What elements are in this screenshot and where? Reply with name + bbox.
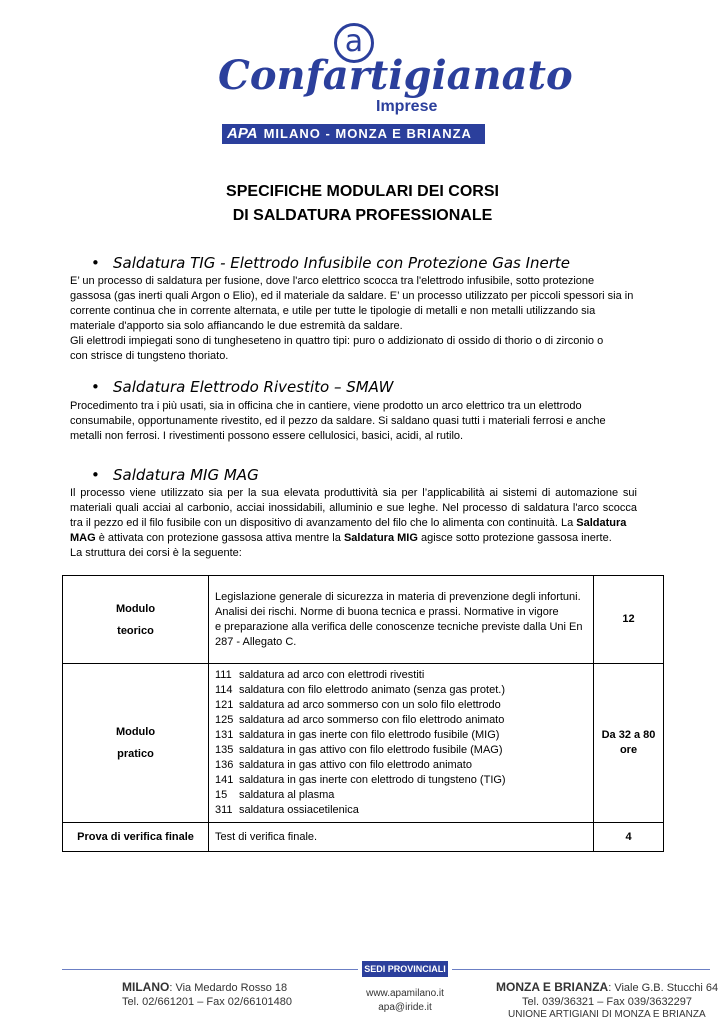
module-description: Test di verifica finale. bbox=[209, 823, 594, 852]
desc-line: e preparazione alla verifica delle conoscenze tecniche previste dalla Uni En bbox=[215, 620, 583, 633]
table-row bbox=[63, 576, 664, 664]
process-text: saldatura con filo elettrodo animato (senza gas protet.) bbox=[239, 684, 505, 696]
process-item bbox=[215, 773, 587, 788]
module-hours: 12 bbox=[594, 576, 664, 664]
milano-phone: Tel. 02/661201 – Fax 02/66101480 bbox=[122, 996, 293, 1008]
footer-divider bbox=[452, 969, 710, 970]
module-description bbox=[209, 664, 594, 823]
module-label bbox=[63, 576, 209, 664]
process-code: 121 bbox=[215, 699, 234, 711]
text-span: tra il pezzo ed il filo fusibile con un dispositivo di avanzamento del filo che lo alimenta con continuità. La bbox=[70, 517, 574, 529]
section-heading-smaw bbox=[91, 378, 394, 396]
process-item bbox=[215, 728, 587, 743]
city-name: MILANO bbox=[122, 980, 170, 994]
table-row bbox=[63, 823, 664, 852]
desc-line: Analisi dei rischi. Norme di buona tecnica e prassi. Normative in vigore bbox=[215, 605, 559, 618]
page-title-line-1: SPECIFICHE MODULARI DEI CORSI bbox=[226, 183, 499, 200]
address-text: : Via Medardo Rosso 18 bbox=[169, 982, 288, 994]
hours-line: ore bbox=[619, 744, 638, 756]
brand-subtitle: Imprese bbox=[376, 98, 438, 115]
text-line: materiale d'apporto sia solo affiancando le due estremità da saldare. bbox=[70, 320, 403, 332]
process-text: saldatura ad arco sommerso con filo elettrodo animato bbox=[239, 714, 505, 726]
process-code: 141 bbox=[215, 774, 234, 786]
apa-label: APA bbox=[227, 125, 258, 142]
email-link[interactable]: apa@iride.it bbox=[378, 1002, 432, 1013]
monza-address bbox=[496, 980, 718, 994]
text-line: gassosa (gas inerti quali Argon o Elio), ed il materiale da saldare. E’ un processo utilizzato per piccoli spessori sia in bbox=[70, 290, 634, 302]
text-line bbox=[70, 516, 637, 531]
label-line: Modulo bbox=[115, 602, 156, 615]
section-body-mig-mag bbox=[70, 486, 637, 561]
section-body-tig bbox=[70, 274, 637, 364]
process-item bbox=[215, 788, 587, 803]
milano-address bbox=[122, 980, 287, 994]
bold-term: Saldatura bbox=[576, 517, 627, 529]
text-line: materiali quali acciai al carbonio, acciai inossidabili, alluminio e sue leghe. Nel processo di saldatura l'arco scocca bbox=[70, 502, 637, 514]
process-code: 311 bbox=[215, 804, 233, 816]
process-text: saldatura in gas inerte con elettrodo di tungsteno (TIG) bbox=[239, 774, 506, 786]
process-code: 125 bbox=[215, 714, 234, 726]
module-description bbox=[209, 576, 594, 664]
text-line: La struttura dei corsi è la seguente: bbox=[70, 547, 242, 559]
process-text: saldatura in gas inerte con filo elettrodo fusibile (MIG) bbox=[239, 729, 500, 741]
process-item bbox=[215, 713, 587, 728]
label-line: teorico bbox=[117, 624, 154, 637]
process-text: saldatura in gas attivo con filo elettrodo fusibile (MAG) bbox=[239, 744, 503, 756]
process-item bbox=[215, 758, 587, 773]
footer-divider bbox=[62, 969, 358, 970]
desc-line: Legislazione generale di sicurezza in materia di prevenzione degli infortuni. bbox=[215, 590, 581, 603]
bold-term: MAG bbox=[70, 532, 96, 544]
logo-mark: a bbox=[334, 23, 374, 63]
process-code: 111 bbox=[215, 669, 232, 681]
process-code: 135 bbox=[215, 744, 234, 756]
desc-line: 287 - Allegato C. bbox=[215, 635, 297, 648]
bullet-icon: • bbox=[91, 378, 100, 396]
text-span: agisce sotto protezione gassosa inerte. bbox=[417, 532, 612, 544]
section-heading-tig bbox=[91, 254, 570, 272]
process-code: 136 bbox=[215, 759, 234, 771]
process-item bbox=[215, 698, 587, 713]
process-item bbox=[215, 668, 587, 683]
text-span: è attivata con protezione gassosa attiva mentre la bbox=[95, 532, 344, 544]
bold-term: Saldatura MIG bbox=[343, 532, 418, 544]
process-item bbox=[215, 743, 587, 758]
process-code: 131 bbox=[215, 729, 234, 741]
text-line: consumabile, opportunamente rivestito, ed il pezzo da saldare. Si saldano quasi tutti i materiali ferrosi e anche bbox=[70, 415, 606, 427]
table-row bbox=[63, 664, 664, 823]
process-text: saldatura ossiacetilenica bbox=[239, 804, 359, 816]
region-label: MILANO - MONZA E BRIANZA bbox=[263, 126, 472, 141]
process-text: saldatura ad arco con elettrodi rivestiti bbox=[239, 669, 425, 681]
process-text: saldatura in gas attivo con filo elettrodo animato bbox=[239, 759, 472, 771]
section-heading-text: Saldatura TIG - Elettrodo Infusibile con Protezione Gas Inerte bbox=[113, 254, 571, 272]
offices-badge: SEDI PROVINCIALI bbox=[362, 961, 448, 977]
module-hours: 4 bbox=[594, 823, 664, 852]
section-heading-mig-mag bbox=[91, 466, 259, 484]
section-body-smaw bbox=[70, 399, 637, 444]
process-item bbox=[215, 683, 587, 698]
monza-organization: UNIONE ARTIGIANI DI MONZA E BRIANZA bbox=[508, 1009, 706, 1020]
module-hours bbox=[594, 664, 664, 823]
text-line: metalli non ferrosi. I rivestimenti possono essere cellulosici, basici, acidi, al rutilo. bbox=[70, 430, 464, 442]
text-line: Gli elettrodi impiegati sono di tungheseteno in quattro tipi: puro o addizionato di ossido di thorio o di zirconio o bbox=[70, 335, 604, 347]
bullet-icon: • bbox=[91, 254, 100, 272]
section-heading-text: Saldatura Elettrodo Rivestito – SMAW bbox=[113, 378, 394, 396]
label-line: pratico bbox=[117, 748, 154, 760]
process-text: saldatura al plasma bbox=[239, 789, 335, 801]
region-banner bbox=[222, 124, 485, 144]
text-line: E’ un processo di saldatura per fusione, dove l'arco elettrico scocca tra l'elettrodo infusibile, sotto protezione bbox=[70, 275, 595, 287]
text-line: Il processo viene utilizzato sia per la sua elevata produttività sia per l’applicabilità ai sistemi di automazione sui bbox=[70, 487, 637, 499]
city-name: MONZA E BRIANZA bbox=[496, 980, 609, 994]
text-line bbox=[70, 531, 637, 546]
section-heading-text: Saldatura MIG MAG bbox=[113, 466, 259, 484]
bullet-icon: • bbox=[91, 466, 100, 484]
label-line: Modulo bbox=[115, 726, 156, 738]
course-structure-table bbox=[62, 575, 664, 852]
text-line: con strisce di tungsteno thoriato. bbox=[70, 350, 229, 362]
process-item bbox=[215, 803, 587, 818]
process-text: saldatura ad arco sommerso con un solo filo elettrodo bbox=[239, 699, 501, 711]
hours-line: Da 32 a 80 bbox=[601, 729, 656, 741]
monza-phone: Tel. 039/36321 – Fax 039/3632297 bbox=[522, 996, 693, 1008]
text-line: Procedimento tra i più usati, sia in officina che in cantiere, viene prodotto un arco elettrico tra un elettrodo bbox=[70, 400, 582, 412]
process-code: 114 bbox=[215, 684, 233, 696]
module-label: Prova di verifica finale bbox=[63, 823, 209, 852]
process-code: 15 bbox=[215, 789, 228, 801]
brand-name: Confartigianato bbox=[218, 52, 573, 99]
module-label bbox=[63, 664, 209, 823]
website-link[interactable]: www.apamilano.it bbox=[366, 988, 444, 999]
address-text: : Viale G.B. Stucchi 64 bbox=[608, 982, 719, 994]
text-line: corrente continua che in corrente alternata, e utile per tutte le tipologie di metalli e non metalli utilizzando sia bbox=[70, 305, 596, 317]
page-title-line-2: DI SALDATURA PROFESSIONALE bbox=[232, 207, 493, 224]
